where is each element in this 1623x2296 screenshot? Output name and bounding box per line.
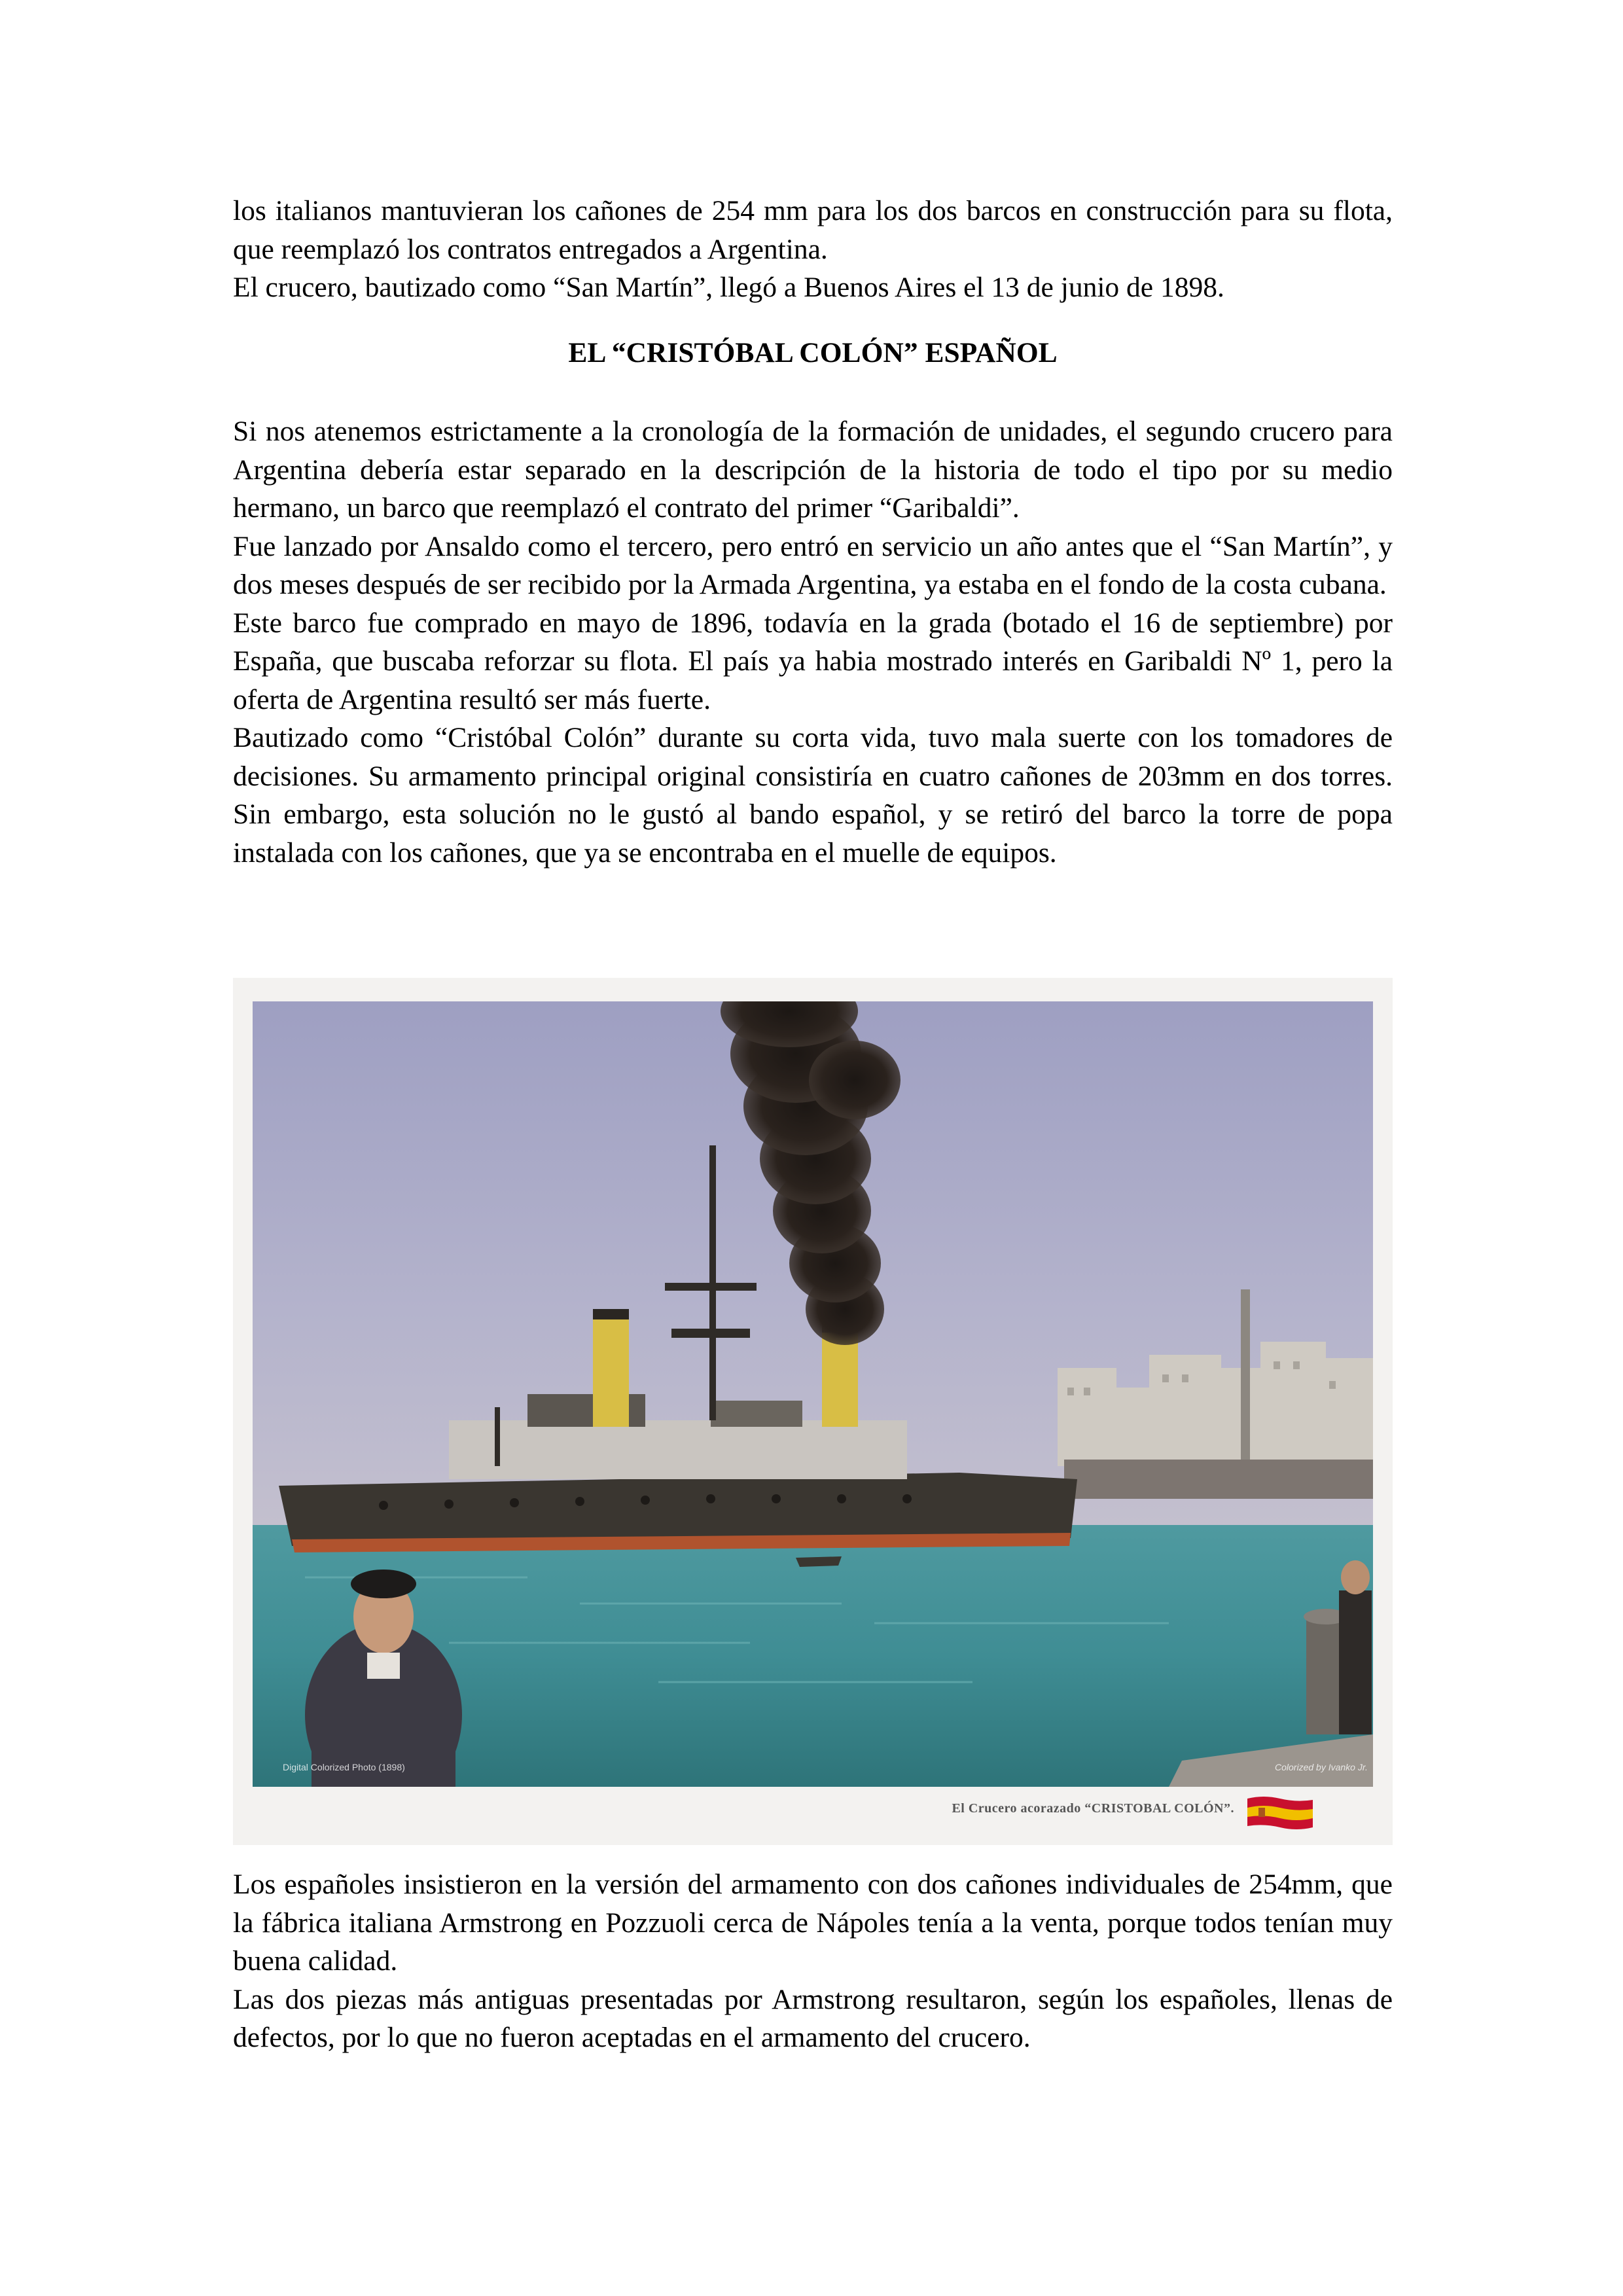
intro-text-block (233, 192, 1393, 307)
cruiser-photo (253, 1001, 1373, 1787)
figure-caption: El Crucero acorazado “CRISTOBAL COLÓN”. (952, 1801, 1234, 1816)
main-text-block (233, 412, 1393, 872)
section-heading: EL “CRISTÓBAL COLÓN” ESPAÑOL (568, 337, 1058, 368)
photo-credit-left: Digital Colorized Photo (1898) (283, 1762, 405, 1772)
caption-bar (233, 1787, 1393, 1845)
photo-credit-right: Colorized by Ivanko Jr. (1275, 1762, 1368, 1772)
paragraph: El crucero, bautizado como “San Martín”, llegó a Buenos Aires el 13 de junio de 1898. (233, 272, 1224, 303)
paragraph: Los españoles insistieron en la versión del armamento con dos cañones individuales de 254mm, que la fábrica italiana Armstrong en Pozzuoli cerca de Nápoles tenía a la venta, porque todos tenían muy buena calidad. (233, 1869, 1393, 1977)
paragraph: Fue lanzado por Ansaldo como el tercero, pero entró en servicio un año antes que el “San Martín”, y dos meses después de ser recibido por la Armada Argentina, ya estaba en el fondo de la costa cubana. (233, 530, 1393, 600)
paragraph: Si nos atenemos estrictamente a la cronología de la formación de unidades, el segundo crucero para Argentina debería estar separado en la descripción de la historia de todo el tipo por su medio hermano, un barco que reemplazó el contrato del primer “Garibaldi”. (233, 416, 1393, 524)
paragraph: Bautizado como “Cristóbal Colón” durante su corta vida, tuvo mala suerte con los tomadores de decisiones. Su armamento principal original consistiría en cuatro cañones de 203mm en dos torres. Sin embargo, esta solución no le gustó al bando español, y se retiró del barco la torre de popa instalada con los cañones, que ya se encontraba en el muelle de equipos. (233, 722, 1393, 869)
paragraph: Las dos piezas más antiguas presentadas por Armstrong resultaron, según los españoles, llenas de defectos, por lo que no fueron aceptadas en el armamento del crucero. (233, 1983, 1393, 2053)
spanish-flag-icon (1244, 1793, 1316, 1833)
ship-photo-figure (233, 978, 1393, 1845)
paragraph: Este barco fue comprado en mayo de 1896, todavía en la grada (botado el 16 de septiembre) por España, que buscaba reforzar su flota. El país ya habia mostrado interés en Garibaldi Nº 1, pero la oferta de Argentina resultó ser más fuerte. (233, 607, 1393, 715)
paragraph: los italianos mantuvieran los cañones de 254 mm para los dos barcos en construcción para su flota, que reemplazó los contratos entregados a Argentina. (233, 195, 1393, 265)
closing-text-block (233, 1865, 1393, 2057)
